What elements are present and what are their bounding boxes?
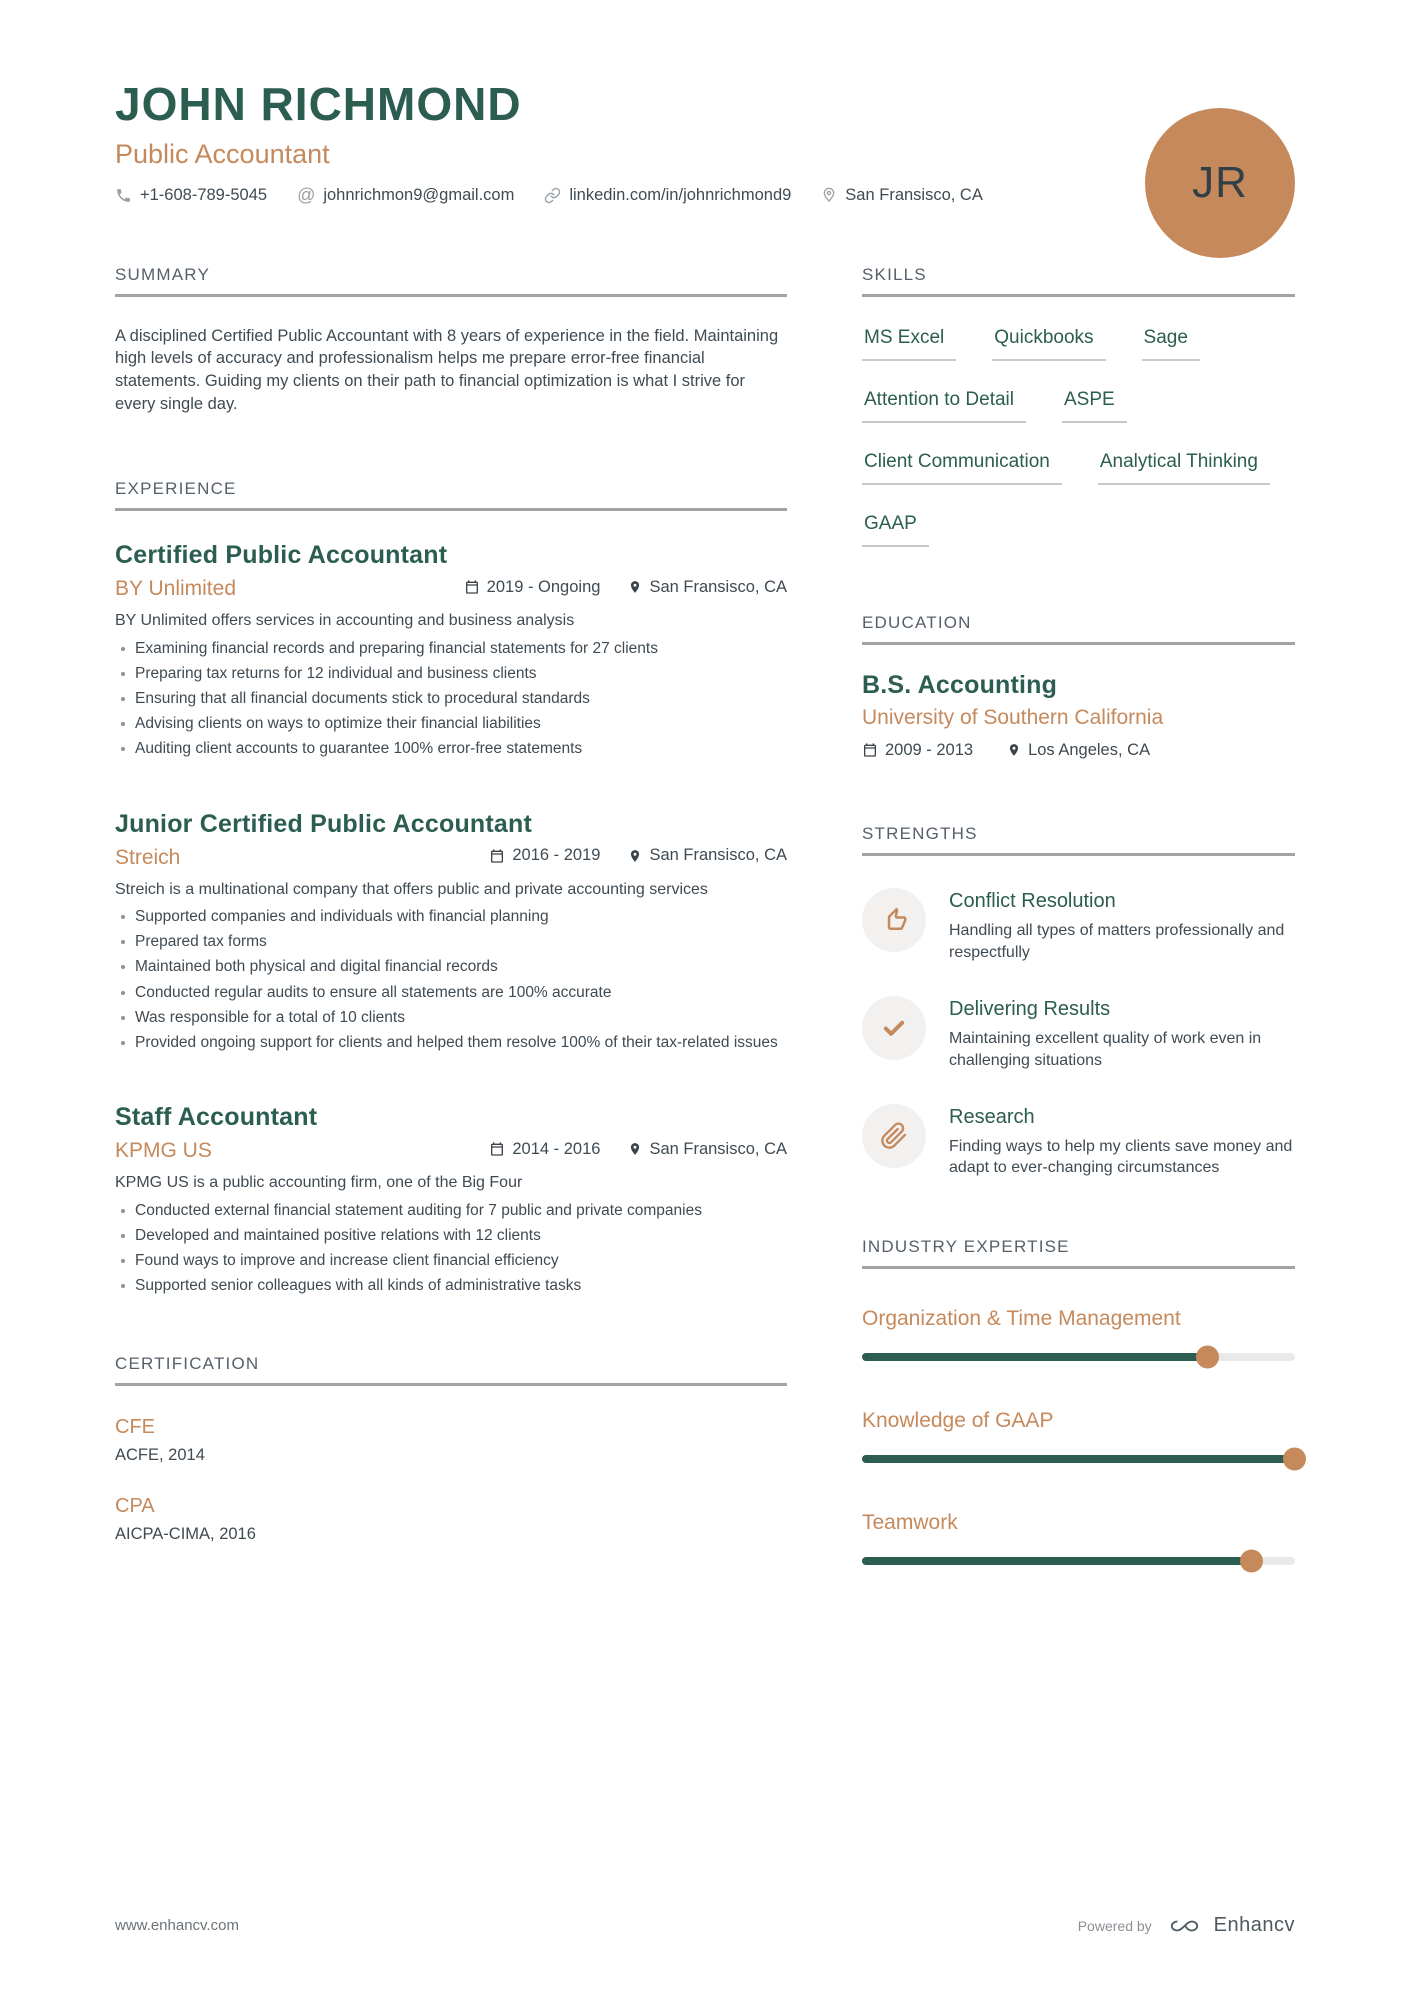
contact-phone-text[interactable]: +1-608-789-5045 <box>140 185 268 204</box>
certification-section <box>115 1354 787 1544</box>
certification-issuer: ACFE, 2014 <box>115 1446 205 1465</box>
contact-linkedin <box>544 186 791 205</box>
job-company: Streich <box>115 845 181 869</box>
job-dates: 2014 - 2016 <box>489 1140 600 1159</box>
job-title: Junior Certified Public Accountant <box>115 809 533 838</box>
strength-entry <box>862 1104 1295 1180</box>
strength-body <box>949 888 1295 964</box>
education-dates: 2009 - 2013 <box>862 741 973 760</box>
job-date-location <box>489 1140 787 1159</box>
powered-by-label: Powered by <box>1077 1917 1152 1934</box>
left-column <box>115 265 787 1613</box>
industry-expertise-section <box>862 1237 1295 1565</box>
job-bullet-list <box>115 1201 787 1297</box>
at-icon: @ <box>297 185 316 206</box>
expertise-slider-track <box>862 1557 1295 1565</box>
skill-tag: MS Excel <box>862 327 956 361</box>
content-columns <box>115 265 1295 1613</box>
job-location: San Fransisco, CA <box>628 846 787 865</box>
strength-text: Handling all types of matters professionally and respectfully <box>949 921 1285 961</box>
strengths-heading: STRENGTHS <box>862 824 1295 856</box>
job-dates: 2019 - Ongoing <box>464 578 601 597</box>
calendar-icon <box>862 742 878 758</box>
job-location: San Fransisco, CA <box>628 1140 787 1159</box>
job-entry <box>115 810 787 1053</box>
job-company: BY Unlimited <box>115 577 236 601</box>
enhancv-logo-icon <box>1168 1916 1202 1936</box>
powered-by-block[interactable] <box>1078 1914 1295 1937</box>
strength-text: Maintaining excellent quality of work even in challenging situations <box>949 1029 1262 1069</box>
contact-email-text[interactable]: johnrichmon9@gmail.com <box>323 185 515 204</box>
check-icon <box>862 996 926 1060</box>
skill-tag: Quickbooks <box>992 327 1105 361</box>
job-description: Streich is a multinational company that offers public and private accounting services <box>115 880 708 898</box>
strength-title: Conflict Resolution <box>949 889 1116 912</box>
education-meta <box>862 741 1295 760</box>
contact-row <box>115 186 1015 205</box>
job-bullet: Conducted external financial statement auditing for 7 public and private companies <box>115 1201 787 1221</box>
job-bullet: Conducted regular audits to ensure all statements are 100% accurate <box>115 983 787 1003</box>
job-date-location <box>489 846 787 865</box>
paperclip-icon <box>862 1104 926 1168</box>
expertise-slider-track <box>862 1353 1295 1361</box>
header <box>115 78 1295 205</box>
contact-phone <box>115 186 267 205</box>
enhancv-brand-text: Enhancv <box>1213 1914 1295 1936</box>
job-bullet: Maintained both physical and digital financial records <box>115 957 787 977</box>
contact-location <box>821 186 983 205</box>
summary-text: A disciplined Certified Public Accountant with 8 years of experience in the field. Maintaining high levels of accuracy and professionalism helps me prepare error-free financial statements. Guiding my clients on their path to financial optimization is what I strive for every single day. <box>115 326 779 413</box>
job-meta-row <box>115 1139 787 1163</box>
strength-body <box>949 996 1295 1072</box>
job-entry <box>115 541 787 759</box>
certification-issuer: AICPA-CIMA, 2016 <box>115 1525 256 1544</box>
expertise-slider-fill <box>862 1353 1208 1361</box>
job-description: KPMG US is a public accounting firm, one of the Big Four <box>115 1174 523 1191</box>
avatar <box>1145 108 1295 258</box>
job-dates: 2016 - 2019 <box>489 846 600 865</box>
thumbs-up-icon <box>862 888 926 952</box>
job-bullet: Advising clients on ways to optimize their financial liabilities <box>115 714 787 734</box>
job-title: Certified Public Accountant <box>115 541 448 570</box>
job-bullet: Was responsible for a total of 10 clients <box>115 1008 787 1028</box>
expertise-slider-fill <box>862 1455 1295 1463</box>
job-bullet: Ensuring that all financial documents stick to procedural standards <box>115 689 787 709</box>
job-bullet: Preparing tax returns for 12 individual and business clients <box>115 664 787 684</box>
calendar-icon <box>489 1141 505 1157</box>
job-bullet: Examining financial records and preparing financial statements for 27 clients <box>115 639 787 659</box>
calendar-icon <box>489 848 505 864</box>
job-bullet: Auditing client accounts to guarantee 100% error-free statements <box>115 739 787 759</box>
expertise-entry <box>862 1409 1295 1463</box>
expertise-slider-track <box>862 1455 1295 1463</box>
skills-heading: SKILLS <box>862 265 1295 297</box>
skill-tag: Client Communication <box>862 451 1062 485</box>
pin-icon <box>628 1142 642 1156</box>
expertise-entry <box>862 1307 1295 1361</box>
education-school: University of Southern California <box>862 705 1164 729</box>
skill-tag: Sage <box>1142 327 1200 361</box>
strength-body <box>949 1104 1295 1180</box>
certification-name: CFE <box>115 1416 155 1439</box>
certification-heading: CERTIFICATION <box>115 1354 787 1386</box>
person-name: JOHN RICHMOND <box>115 78 522 130</box>
job-description: BY Unlimited offers services in accounting and business analysis <box>115 612 575 630</box>
job-bullet: Provided ongoing support for clients and helped them resolve 100% of their tax-related issues <box>115 1033 787 1053</box>
experience-heading: EXPERIENCE <box>115 479 787 511</box>
certification-name: CPA <box>115 1495 155 1518</box>
skill-tag: Analytical Thinking <box>1098 451 1270 485</box>
strength-entry <box>862 996 1295 1072</box>
job-meta-row <box>115 577 787 601</box>
skills-section <box>862 265 1295 547</box>
experience-section <box>115 479 787 1296</box>
link-icon <box>544 187 561 204</box>
strength-entry <box>862 888 1295 964</box>
expertise-label: Organization & Time Management <box>862 1307 1181 1331</box>
job-bullet: Found ways to improve and increase client financial efficiency <box>115 1251 787 1271</box>
education-heading: EDUCATION <box>862 613 1295 645</box>
expertise-entry <box>862 1511 1295 1565</box>
calendar-icon <box>464 579 480 595</box>
job-bullet-list <box>115 907 787 1053</box>
avatar-initials: JR <box>1192 158 1248 207</box>
education-degree: B.S. Accounting <box>862 670 1058 699</box>
education-section <box>862 613 1295 760</box>
enhancv-site-link[interactable]: www.enhancv.com <box>115 1917 239 1934</box>
education-location: Los Angeles, CA <box>1007 741 1150 760</box>
job-company: KPMG US <box>115 1139 212 1162</box>
job-bullet: Developed and maintained positive relations with 12 clients <box>115 1226 787 1246</box>
contact-email <box>297 186 514 205</box>
job-entry <box>115 1103 787 1296</box>
footer <box>115 1914 1295 1937</box>
strength-text: Finding ways to help my clients save money and adapt to ever-changing circumstances <box>949 1137 1293 1177</box>
pin-icon <box>1007 743 1021 757</box>
location-icon <box>821 187 837 203</box>
skill-tag: ASPE <box>1062 389 1127 423</box>
certification-entry <box>115 1495 787 1544</box>
pin-icon <box>628 580 642 594</box>
summary-heading: SUMMARY <box>115 265 787 297</box>
job-meta-row <box>115 846 787 870</box>
pin-icon <box>628 849 642 863</box>
contact-location-text: San Fransisco, CA <box>845 185 983 204</box>
industry-expertise-heading: INDUSTRY EXPERTISE <box>862 1237 1295 1269</box>
strength-title: Delivering Results <box>949 997 1111 1020</box>
expertise-label: Teamwork <box>862 1511 958 1535</box>
contact-linkedin-text[interactable]: linkedin.com/in/johnrichmond9 <box>569 185 792 204</box>
job-location: San Fransisco, CA <box>628 578 787 597</box>
job-bullet-list <box>115 639 787 760</box>
strength-title: Research <box>949 1105 1035 1128</box>
job-date-location <box>464 578 787 597</box>
right-column <box>862 265 1295 1613</box>
job-bullet: Supported companies and individuals with financial planning <box>115 907 787 927</box>
expertise-slider-fill <box>862 1557 1252 1565</box>
certification-entry <box>115 1416 787 1465</box>
skill-tag: Attention to Detail <box>862 389 1026 423</box>
summary-section <box>115 265 787 415</box>
expertise-label: Knowledge of GAAP <box>862 1409 1054 1433</box>
person-job-title: Public Accountant <box>115 138 330 169</box>
phone-icon <box>115 187 132 204</box>
job-bullet: Prepared tax forms <box>115 932 787 952</box>
job-title: Staff Accountant <box>115 1103 318 1131</box>
skills-list <box>862 327 1295 547</box>
job-bullet: Supported senior colleagues with all kinds of administrative tasks <box>115 1276 787 1296</box>
skill-tag: GAAP <box>862 513 929 547</box>
strengths-section <box>862 824 1295 1179</box>
